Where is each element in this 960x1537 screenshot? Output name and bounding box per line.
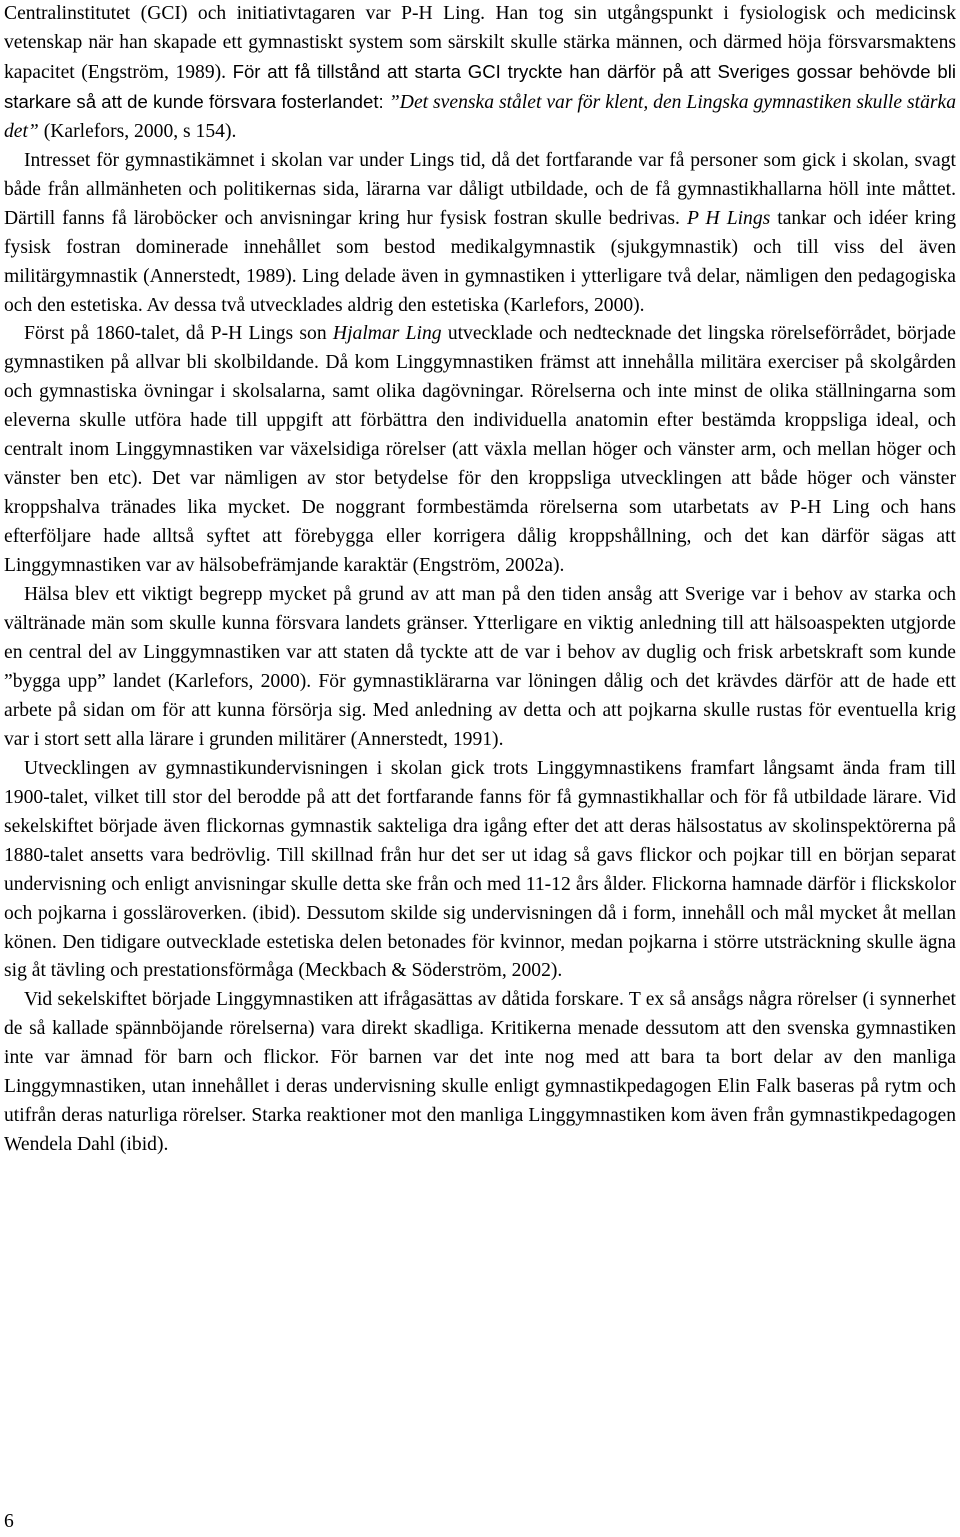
paragraph-6-text: Vid sekelskiftet började Linggymnastiken att ifrågasättas av dåtida forskare. T ex så ansågs några rörelser (i synnerhet de så kallade spännböjande rörelserna) vara direkt skadliga. Kritikerna menade dessutom att den svenska gymnastiken inte var ämnad för barn och flickor. För barnen var det inte nog med att bara ta bort delar av den manliga Linggymnastiken, utan innehållet i deras undervisning skulle enligt gymnastikpedagogen Elin Falk baseras på rytm och utifrån deras naturliga rörelser. Starka reaktioner mot den manliga Linggymnastiken kom även från gymnastikpedagogen Wendela Dahl (ibid).: [4, 989, 956, 1156]
document-page: [4, 0, 956, 1160]
paragraph-4: [4, 581, 956, 755]
paragraph-2-name: P H Lings: [686, 207, 771, 229]
paragraph-2-text-b: tankar och idéer kring fysisk fostran dominerade innehållet som bestod medikalgymnastik (sjukgymnastik) och till viss del även militärgymnastik (Annerstedt, 1989). Ling delade även in gymnastiken i ytterligare två delar, nämligen den pedagogiska och den estetiska. Av dessa två utvecklades aldrig den estetiska (Karlefors, 2000).: [4, 207, 956, 316]
paragraph-4-text: Hälsa blev ett viktigt begrepp mycket på grund av att man på den tiden ansåg att Sverige var i behov av starka och vältränade män som skulle kunna försvara landets gränser. Ytterligare en viktig anledning till att hälsoaspekten utgjorde en central del av Linggymnastiken var att staten då tyckte att de var i behov av duglig och frisk arbetskraft som kunde ”bygga upp” landet (Karlefors, 2000). För gymnastiklärarna var löningen dålig och det krävdes därför att de hade ett arbete på sidan om för att kunna försörja sig. Med anledning av detta och att pojkarna skulle rustas för eventuella krig var i stort sett alla lärare i grunden militärer (Annerstedt, 1991).: [4, 584, 956, 750]
paragraph-3: [4, 320, 956, 581]
page-number: 6: [4, 1511, 14, 1532]
paragraph-3-text-b: utvecklade och nedtecknade det lingska rörelseförrådet, började gymnastiken på allvar bli skolbildande. Då kom Linggymnastiken främst att innehålla militära exerciser på skolgården och gymnastiska övningar i skolsalarna, samt olika dagövningar. Rörelserna och inte minst de olika ställningarna som eleverna skulle utföra hade till uppgift att förbättra den individuella anatomin efter bestämda kroppsliga ideal, och centralt inom Linggymnastiken var växelsidiga rörelser (att växla mellan höger och vänster arm, och mellan höger och vänster ben etc). Det var nämligen av stor betydelse för den kroppsliga utvecklingen att både höger och vänster kroppshalva tränades lika mycket. De noggrant formbestämda rörelserna som utarbetats av P-H Ling och hans efterföljare hade alltså syftet att förebygga eller korrigera dålig kroppshållning, och det kan därför sägas att Linggymnastiken var av hälsobefrämjande karaktär (Engström, 2002a).: [4, 323, 956, 577]
paragraph-3-name: Hjalmar Ling: [332, 323, 442, 345]
paragraph-2: [4, 147, 956, 321]
paragraph-1-citation: (Karlefors, 2000, s 154).: [38, 120, 237, 142]
paragraph-1: [4, 0, 956, 147]
paragraph-6: [4, 986, 956, 1160]
paragraph-5: [4, 755, 956, 987]
paragraph-1-quote: ”Det svenska stålet var för klent, den Lingska gymnastiken skulle stärka det”: [4, 91, 956, 142]
paragraph-3-text-a: Först på 1860-talet, då P-H Lings son: [24, 323, 333, 345]
paragraph-1-text-b: För att få tillstånd att starta GCI tryckte han därför på att Sveriges gossar behövde bli starkare så att de kunde försvara fosterlandet:: [4, 60, 956, 112]
paragraph-2-text-a: Intresset för gymnastikämnet i skolan var under Lings tid, då det fortfarande var få personer som gick i skolan, svagt både från allmänheten och politikernas sida, lärarna var dåligt utbildade, och de få gymnastikhallarna höll inte måttet. Därtill fanns få läroböcker och anvisningar kring hur fysisk fostran skulle bedrivas.: [4, 149, 956, 229]
paragraph-5-text: Utvecklingen av gymnastikundervisningen i skolan gick trots Linggymnastikens framfart långsamt ända fram till 1900-talet, vilket till stor del berodde på att det fortfarande fanns för få gymnastikhallar och för få utbildade lärare. Vid sekelskiftet började även flickornas gymnastik sakteliga dra igång efter det att deras hälsostatus av skolinspektörerna på 1880-talet ansetts vara bedrövlig. Till skillnad från hur det ser ut idag så gavs flickor och pojkar till en början separat undervisning och enligt anvisningar skulle detta ske från och med 11-12 års ålder. Flickorna hamnade därför i flickskolor och pojkarna i gossläroverken. (ibid). Dessutom skilde sig undervisningen då i form, innehåll och mål mycket åt mellan könen. Den tidigare outvecklade estetiska delen betonades för kvinnor, medan pojkarna i större utsträckning skulle ägna sig åt tävling och prestationsförmåga (Meckbach & Söderström, 2002).: [4, 757, 956, 982]
paragraph-1-text-a: Centralinstitutet (GCI) och initiativtagaren var P-H Ling. Han tog sin utgångspunkt i fysiologisk och medicinsk vetenskap när han skapade ett gymnastiskt system som särskilt skulle stärka männen, och därmed höja försvarsmaktens kapacitet (Engström, 1989).: [4, 3, 956, 83]
